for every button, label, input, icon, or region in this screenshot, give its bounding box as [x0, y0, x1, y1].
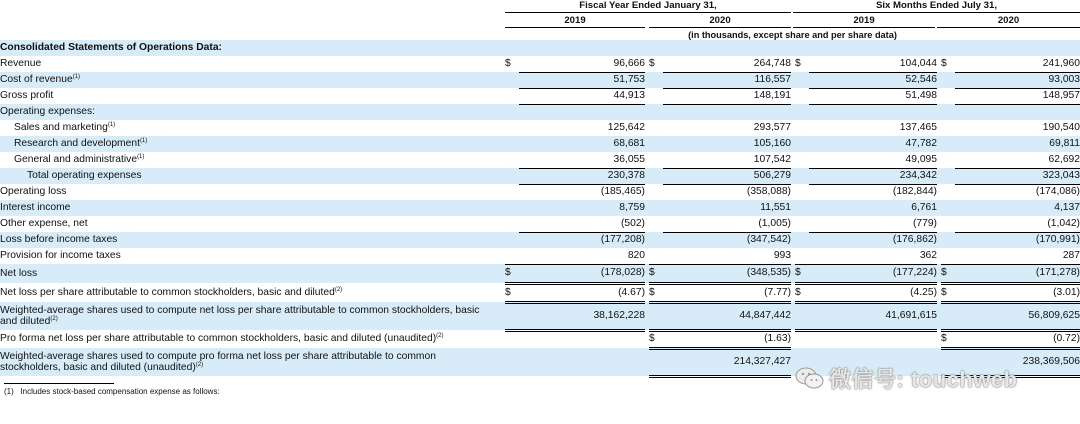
- footnote-marker: (1): [107, 122, 116, 128]
- currency-symbol: $: [795, 264, 809, 283]
- row-label-cell: [0, 168, 505, 184]
- units-note: (in thousands, except share and per share data): [688, 30, 897, 40]
- footnote-marker: (1): [137, 154, 145, 160]
- cell-value: 49,095: [905, 153, 937, 165]
- cell-value: 264,748: [753, 57, 791, 69]
- currency-symbol: $: [941, 264, 955, 283]
- table-row: [0, 302, 1080, 330]
- currency-symbol: $: [795, 283, 809, 302]
- cell-value: 4,137: [955, 200, 1080, 216]
- row-label: Total operating expenses: [27, 170, 142, 181]
- year-header-1: 2019: [564, 15, 586, 26]
- footnote-marker: (2): [195, 362, 204, 368]
- currency-symbol: $: [649, 264, 663, 283]
- wechat-icon: [795, 366, 825, 390]
- cell-value: (170,991): [955, 232, 1080, 248]
- year-header-4: 2020: [997, 15, 1020, 26]
- row-label-cell: [0, 136, 505, 152]
- cell-value: 41,691,615: [809, 302, 937, 330]
- cell-value: 238,369,506: [955, 348, 1080, 376]
- six-months-header: Six Months Ended July 31,: [875, 0, 997, 11]
- wechat-watermark: [795, 362, 1018, 394]
- cell-value: 104,044: [899, 57, 937, 69]
- footnote-marker: (2): [436, 333, 444, 339]
- cell-value: (7.77): [663, 283, 791, 302]
- currency-symbol: $: [505, 264, 519, 283]
- cell-value: 820: [627, 249, 645, 261]
- table-row: [0, 248, 1080, 264]
- row-label: Sales and marketing: [14, 122, 108, 133]
- six-months-header-rule: [793, 12, 1080, 13]
- section-title: Consolidated Statements of Operations Data:: [0, 40, 505, 56]
- table-row: [0, 168, 1080, 184]
- cell-value: 148,957: [955, 88, 1080, 104]
- section-title-row: [0, 40, 1080, 56]
- cell-value: 11,551: [663, 200, 791, 216]
- cell-value: 506,279: [663, 168, 791, 184]
- cell-value: 993: [773, 249, 791, 261]
- cell-value: (185,465): [519, 184, 645, 200]
- cell-value: (182,844): [809, 184, 937, 200]
- cell-value: 107,542: [753, 153, 791, 165]
- year-rule-4: [937, 27, 1080, 28]
- operations-table: [0, 40, 1080, 378]
- table-row: [0, 136, 1080, 152]
- cell-value: 38,162,228: [519, 302, 645, 330]
- cell-value: 323,043: [955, 168, 1080, 184]
- row-label-cell: [0, 330, 505, 348]
- cell-value: (0.72): [955, 330, 1080, 348]
- row-label: Loss before income taxes: [0, 232, 505, 248]
- row-label: General and administrative: [14, 154, 138, 165]
- fiscal-year-header: Fiscal Year Ended January 31,: [579, 0, 717, 11]
- cell-value: 148,191: [663, 88, 791, 104]
- watermark-text: 微信号: touchweb: [829, 366, 1018, 392]
- cell-value: (348,535): [663, 264, 791, 283]
- currency-symbol: $: [649, 283, 663, 302]
- table-row: [0, 184, 1080, 200]
- row-label: Pro forma net loss per share attributable to common stockholders, basic and diluted (unaudited): [0, 333, 437, 344]
- footnote-marker: (1): [139, 138, 148, 144]
- footnote-marker: (1): [72, 74, 81, 80]
- cell-value: 190,540: [1042, 122, 1080, 133]
- cell-value: (502): [620, 217, 645, 229]
- currency-symbol: $: [941, 283, 955, 302]
- row-label: Interest income: [0, 200, 505, 216]
- cell-value: 125,642: [607, 122, 645, 133]
- fiscal-year-header-rule: [505, 12, 791, 13]
- cell-value: 8,759: [519, 200, 645, 216]
- cell-value: (779): [912, 217, 937, 229]
- row-label-cell: [0, 120, 505, 136]
- cell-value: 362: [919, 249, 937, 261]
- currency-symbol: $: [941, 58, 947, 69]
- cell-value: 68,681: [519, 136, 645, 152]
- table-row: [0, 283, 1080, 302]
- table-row: [0, 88, 1080, 104]
- cell-value: (358,088): [663, 184, 791, 200]
- table-row: [0, 72, 1080, 88]
- table-row: [0, 330, 1080, 348]
- cell-value: 52,546: [809, 72, 937, 88]
- table-row: [0, 120, 1080, 136]
- row-label: Provision for income taxes: [0, 250, 121, 261]
- row-label-cell: [0, 72, 505, 88]
- cell-value: (4.25): [809, 283, 937, 302]
- cell-value: 116,557: [663, 72, 791, 88]
- cell-value: (1,042): [1047, 217, 1080, 229]
- table-row: [0, 216, 1080, 232]
- cell-value: 214,327,427: [663, 348, 791, 376]
- row-label: Operating loss: [0, 186, 67, 197]
- cell-value: (4.67): [519, 283, 645, 302]
- cell-value: 241,960: [1042, 57, 1080, 69]
- row-label: Operating expenses:: [0, 104, 505, 120]
- cell-value: (174,086): [955, 184, 1080, 200]
- cell-value: (347,542): [663, 232, 791, 248]
- row-label-cell: [0, 283, 505, 302]
- row-label: Net loss: [0, 264, 505, 283]
- cell-value: 62,692: [1048, 153, 1080, 165]
- row-label-cell: [0, 348, 505, 376]
- cell-value: (1,005): [758, 217, 791, 229]
- table-row: [0, 200, 1080, 216]
- row-label: Research and development: [14, 138, 140, 149]
- footnote-marker: (2): [334, 286, 343, 293]
- currency-symbol: $: [505, 58, 511, 69]
- row-label: Cost of revenue: [0, 74, 73, 85]
- cell-value: 44,847,442: [663, 302, 791, 330]
- cell-value: (177,224): [809, 264, 937, 283]
- cell-value: (177,208): [519, 232, 645, 248]
- footnote: (1) Includes stock-based compensation expense as follows:: [4, 387, 220, 396]
- row-label-cell: [0, 302, 505, 330]
- currency-symbol: $: [795, 58, 801, 69]
- cell-value: (3.01): [955, 283, 1080, 302]
- row-label: Weighted-average shares used to compute net loss per share attributable to common stockholders, basic and diluted: [0, 305, 480, 327]
- cell-value: 69,811: [955, 136, 1080, 152]
- row-label: Net loss per share attributable to common stockholders, basic and diluted: [0, 286, 335, 298]
- currency-symbol: $: [649, 330, 663, 348]
- table-row: [0, 56, 1080, 72]
- row-label: Gross profit: [0, 90, 54, 101]
- cell-value: 93,003: [955, 72, 1080, 88]
- row-label-cell: [0, 152, 505, 168]
- cell-value: (176,862): [809, 232, 937, 248]
- currency-symbol: $: [941, 330, 955, 348]
- table-row: [0, 232, 1080, 248]
- cell-value: 105,160: [663, 136, 791, 152]
- cell-value: 137,465: [899, 122, 937, 133]
- cell-value: 6,761: [809, 200, 937, 216]
- footnote-marker: (2): [50, 316, 58, 322]
- cell-value: 51,498: [809, 88, 937, 104]
- currency-symbol: $: [505, 283, 519, 302]
- row-label: Weighted-average shares used to compute pro forma net loss per share attributable to common stockholders, basic and diluted (unaudited): [0, 351, 436, 373]
- year-header-3: 2019: [853, 15, 875, 26]
- cell-value: 47,782: [809, 136, 937, 152]
- year-rule-2: [649, 27, 791, 28]
- cell-value: 287: [1062, 249, 1080, 261]
- cell-value: 230,378: [519, 168, 645, 184]
- row-label: Other expense, net: [0, 218, 88, 229]
- footnote-rule: [4, 383, 114, 384]
- cell-value: (178,028): [519, 264, 645, 283]
- cell-value: 51,753: [519, 72, 645, 88]
- cell-value: (1.63): [663, 330, 791, 348]
- year-rule-3: [793, 27, 935, 28]
- currency-symbol: $: [649, 58, 655, 69]
- cell-value: 44,913: [519, 88, 645, 104]
- cell-value: 56,809,625: [955, 302, 1080, 330]
- cell-value: 293,577: [753, 122, 791, 133]
- year-rule-1: [505, 27, 645, 28]
- cell-value: 96,666: [613, 57, 645, 69]
- year-header-2: 2020: [709, 15, 731, 26]
- table-row: [0, 104, 1080, 120]
- cell-value: 36,055: [613, 153, 645, 165]
- table-row: [0, 152, 1080, 168]
- cell-value: 234,342: [809, 168, 937, 184]
- table-row: [0, 264, 1080, 283]
- cell-value: (171,278): [955, 264, 1080, 283]
- row-label: Revenue: [0, 58, 42, 69]
